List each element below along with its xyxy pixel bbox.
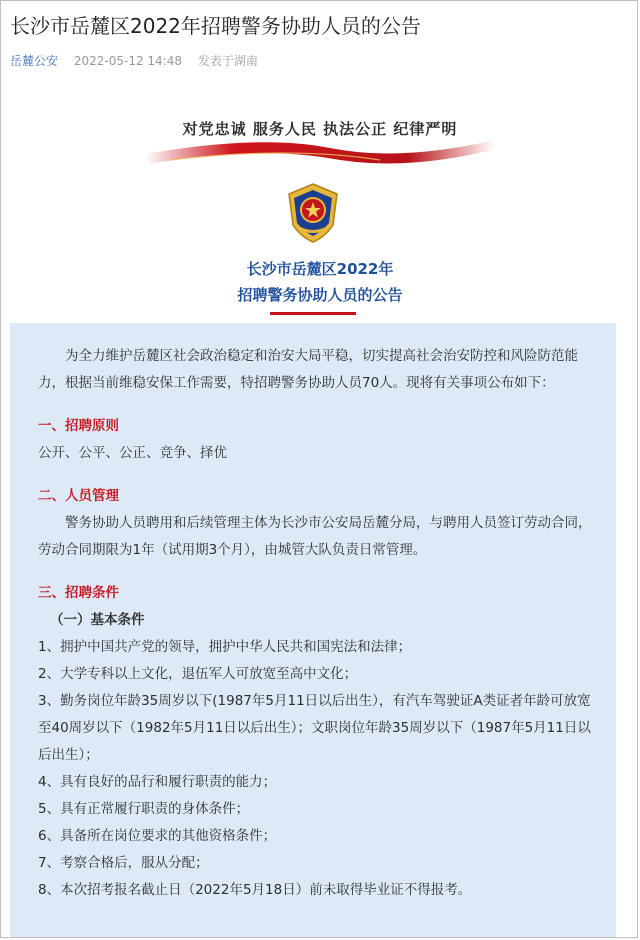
slogan-text: 对党忠诚 服务人民 执法公正 纪律严明 <box>182 120 458 138</box>
article-meta <box>10 52 258 69</box>
article-title: 长沙市岳麓区2022年招聘警务协助人员的公告 <box>10 14 421 38</box>
section-title-principles: 一、招聘原则 <box>38 418 119 434</box>
condition-item: 3、勤务岗位年龄35周岁以下(1987年5月11日以后出生），有汽车驾驶证A类证者年龄可放宽至40周岁以下（1982年5月11日以后出生）；文职岗位年龄35周岁以下（1987年5月11日以后出生）； <box>38 693 591 763</box>
announcement-heading-line1: 长沙市岳麓区2022年 <box>246 260 394 278</box>
intro-paragraph: 为全力维护岳麓区社会政治稳定和治安大局平稳，切实提高社会治安防控和风险防范能力，根据当前维稳安保工作需要，特招聘警务协助人员70人。现将有关事项公布如下： <box>38 348 578 391</box>
publish-time: 2022-05-12 14:48 <box>73 54 182 68</box>
condition-item: 4、具有良好的品行和履行职责的能力； <box>38 774 277 790</box>
condition-item: 1、拥护中国共产党的领导，拥护中华人民共和国宪法和法律； <box>38 639 412 655</box>
heading-divider <box>270 312 356 315</box>
source-link[interactable]: 岳麓公安 <box>10 54 59 68</box>
condition-item: 6、具备所在岗位要求的其他资格条件； <box>38 828 277 844</box>
section-text-management: 警务协助人员聘用和后续管理主体为长沙市公安局岳麓分局，与聘用人员签订劳动合同，劳动合同期限为1年（试用期3个月），由城管大队负责日常管理。 <box>38 515 592 558</box>
condition-item: 7、考察合格后，服从分配； <box>38 855 209 871</box>
condition-item: 8、本次招考报名截止日（2022年5月18日）前未取得毕业证不得报考。 <box>38 882 472 898</box>
subsection-title-basic: （一）基本条件 <box>50 612 145 628</box>
slogan-banner <box>140 110 500 176</box>
publish-location: 发表于湖南 <box>197 54 258 68</box>
condition-item: 2、大学专科以上文化，退伍军人可放宽至高中文化； <box>38 666 358 682</box>
section-text-principles: 公开、公平、公正、竞争、择优 <box>38 445 227 461</box>
police-emblem-icon <box>281 181 345 245</box>
section-title-conditions: 三、招聘条件 <box>38 585 119 601</box>
announcement-body <box>10 323 616 937</box>
condition-item: 5、具有正常履行职责的身体条件； <box>38 801 250 817</box>
section-title-management: 二、人员管理 <box>38 488 119 504</box>
announcement-heading-line2: 招聘警务协助人员的公告 <box>237 286 403 304</box>
